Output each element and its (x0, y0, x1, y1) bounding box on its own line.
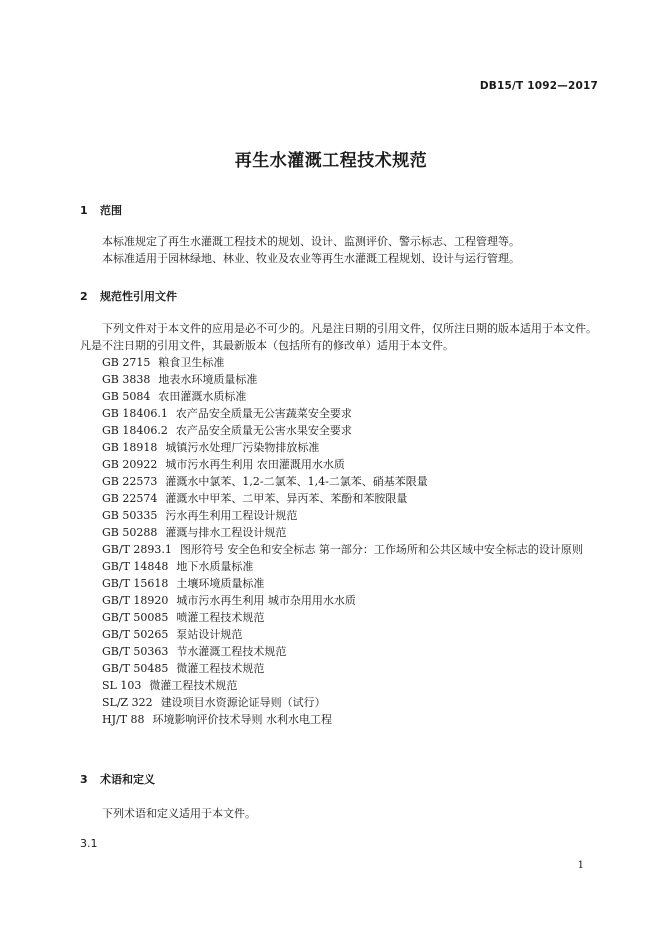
reference-title: 环境影响评价技术导则 水利水电工程 (152, 713, 333, 726)
section-title: 范围 (100, 204, 122, 217)
reference-code: GB 50335 (102, 509, 158, 522)
reference-code: GB 5084 (102, 390, 151, 403)
reference-code: GB 18406.2 (102, 424, 168, 437)
reference-item (80, 456, 600, 473)
reference-title: 泵站设计规范 (176, 628, 243, 641)
paragraph: 下列文件对于本文件的应用是必不可少的。凡是注日期的引用文件，仅所注日期的版本适用于本文件。凡是不注日期的引用文件，其最新版本（包括所有的修改单）适用于本文件。 (80, 322, 597, 352)
section-3-intro (80, 805, 600, 822)
section-number: 3 (80, 773, 88, 786)
section-title: 术语和定义 (100, 773, 155, 786)
reference-code: GB 3838 (102, 373, 151, 386)
reference-title: 地表水环境质量标准 (158, 373, 258, 386)
reference-code: GB 2715 (102, 356, 151, 369)
reference-code: HJ/T 88 (102, 713, 145, 726)
reference-title: 图形符号 安全色和安全标志 第一部分：工作场所和公共区域中安全标志的设计原则 (179, 543, 583, 556)
reference-title: 土壤环境质量标准 (176, 577, 265, 590)
reference-item (80, 507, 600, 524)
reference-code: GB/T 14848 (102, 560, 169, 573)
reference-item (80, 558, 600, 575)
reference-item (80, 626, 600, 643)
reference-title: 城市污水再生利用 城市杂用用水水质 (176, 594, 356, 607)
reference-code: GB 20922 (102, 458, 158, 471)
reference-title: 城市污水再生利用 农田灌溉用水水质 (165, 458, 345, 471)
reference-item (80, 473, 600, 490)
section-3-heading (80, 771, 155, 787)
reference-title: 灌溉与排水工程设计规范 (165, 526, 287, 539)
reference-title: 灌溉水中氯苯、1,2-二氯苯、1,4-二氯苯、硝基苯限量 (165, 475, 428, 488)
reference-title: 城镇污水处理厂污染物排放标准 (165, 441, 320, 454)
reference-title: 农田灌溉水质标准 (158, 390, 247, 403)
reference-item (80, 677, 600, 694)
reference-title: 灌溉水中甲苯、二甲苯、异丙苯、苯酚和苯胺限量 (165, 492, 408, 505)
reference-item (80, 524, 600, 541)
reference-item (80, 490, 600, 507)
reference-item (80, 388, 600, 405)
section-number: 1 (80, 204, 88, 217)
page-number: 1 (577, 860, 584, 871)
reference-item (80, 371, 600, 388)
reference-title: 农产品安全质量无公害水果安全要求 (175, 424, 352, 437)
paragraph: 本标准适用于园林绿地、林业、牧业及农业等再生水灌溉工程规划、设计与运行管理。 (102, 252, 520, 265)
reference-code: GB/T 15618 (102, 577, 169, 590)
reference-title: 微灌工程技术规范 (149, 679, 238, 692)
section-2-heading (80, 288, 177, 304)
reference-code: GB 22573 (102, 475, 158, 488)
reference-list (80, 354, 600, 728)
reference-item (80, 711, 600, 728)
section-title: 规范性引用文件 (100, 290, 177, 303)
reference-item (80, 592, 600, 609)
reference-code: GB 18406.1 (102, 407, 168, 420)
reference-item (80, 439, 600, 456)
reference-title: 农产品安全质量无公害蔬菜安全要求 (175, 407, 352, 420)
reference-item (80, 660, 600, 677)
reference-item (80, 405, 600, 422)
reference-code: GB/T 50363 (102, 645, 169, 658)
reference-code: GB/T 18920 (102, 594, 169, 607)
reference-item (80, 575, 600, 592)
reference-title: 粮食卫生标准 (158, 356, 225, 369)
reference-code: GB/T 50265 (102, 628, 169, 641)
reference-code: GB/T 50485 (102, 662, 169, 675)
reference-item (80, 541, 600, 558)
paragraph: 下列术语和定义适用于本文件。 (102, 807, 256, 820)
reference-title: 微灌工程技术规范 (176, 662, 265, 675)
section-2-intro (80, 320, 600, 354)
reference-code: GB 22574 (102, 492, 158, 505)
reference-title: 地下水质量标准 (176, 560, 254, 573)
reference-code: SL 103 (102, 679, 142, 692)
document-title: 再生水灌溉工程技术规范 (234, 151, 428, 171)
reference-code: GB/T 2893.1 (102, 543, 172, 556)
reference-title: 喷灌工程技术规范 (176, 611, 265, 624)
reference-title: 建设项目水资源论证导则（试行） (160, 696, 326, 709)
reference-item (80, 422, 600, 439)
paragraph: 本标准规定了再生水灌溉工程技术的规划、设计、监测评价、警示标志、工程管理等。 (102, 235, 520, 248)
document-code: DB15/T 1092—2017 (479, 80, 598, 92)
reference-code: GB 18918 (102, 441, 158, 454)
clause-number: 3.1 (80, 837, 98, 850)
section-1-body (80, 233, 600, 267)
reference-item (80, 694, 600, 711)
reference-title: 节水灌溉工程技术规范 (176, 645, 287, 658)
reference-code: SL/Z 322 (102, 696, 153, 709)
reference-title: 污水再生利用工程设计规范 (165, 509, 298, 522)
reference-item (80, 354, 600, 371)
reference-item (80, 609, 600, 626)
reference-item (80, 643, 600, 660)
reference-code: GB 50288 (102, 526, 158, 539)
section-number: 2 (80, 290, 88, 303)
reference-code: GB/T 50085 (102, 611, 169, 624)
section-1-heading (80, 202, 122, 218)
